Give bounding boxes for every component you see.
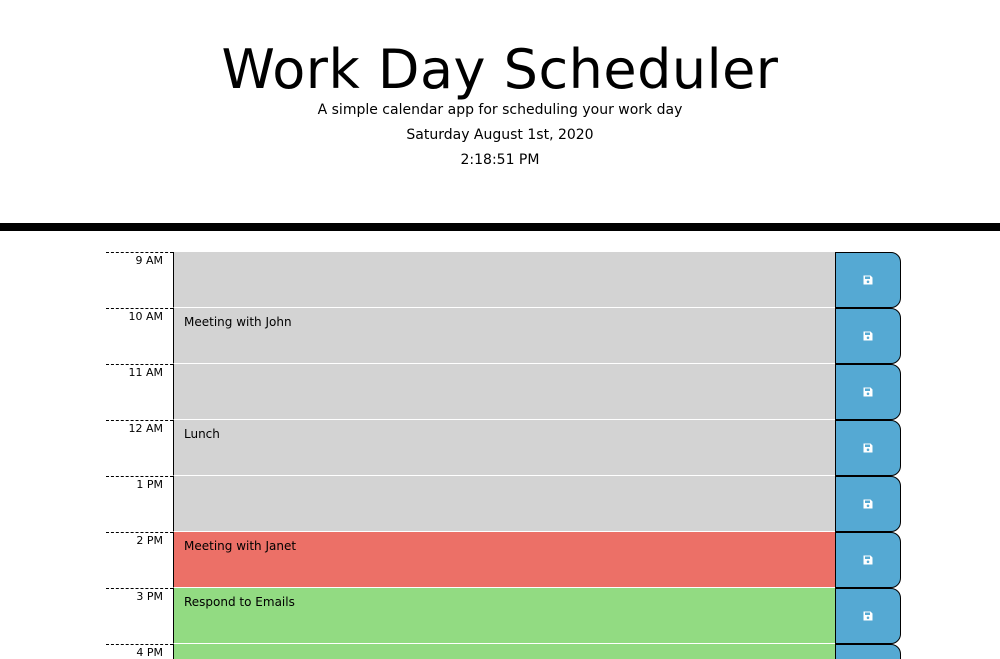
time-block (106, 252, 902, 308)
save-icon (863, 611, 873, 621)
time-block (106, 308, 902, 364)
save-button[interactable] (835, 532, 901, 588)
hour-label: 12 AM (106, 420, 173, 476)
hour-label: 1 PM (106, 476, 173, 532)
event-description[interactable]: Lunch (173, 420, 835, 476)
current-time: 2:18:51 PM (460, 152, 540, 168)
time-block (106, 588, 902, 644)
save-button[interactable] (835, 644, 901, 659)
hour-label: 2 PM (106, 532, 173, 588)
header (0, 0, 1000, 226)
hour-label: 3 PM (106, 588, 173, 644)
current-date: Saturday August 1st, 2020 (406, 127, 594, 143)
save-icon (863, 443, 873, 453)
save-icon (863, 555, 873, 565)
time-block (106, 532, 902, 588)
event-description[interactable]: Respond to Emails (173, 588, 835, 644)
time-block (106, 420, 902, 476)
save-button[interactable] (835, 308, 901, 364)
header-divider (0, 223, 1000, 231)
time-block (106, 364, 902, 420)
save-button[interactable] (835, 364, 901, 420)
hour-label: 11 AM (106, 364, 173, 420)
save-icon (863, 275, 873, 285)
save-button[interactable] (835, 252, 901, 308)
event-description[interactable] (173, 252, 835, 308)
save-button[interactable] (835, 420, 901, 476)
hour-label: 9 AM (106, 252, 173, 308)
page-title: Work Day Scheduler (221, 38, 779, 101)
hour-label: 4 PM (106, 644, 173, 659)
save-button[interactable] (835, 476, 901, 532)
event-description[interactable] (173, 364, 835, 420)
time-block (106, 476, 902, 532)
save-icon (863, 499, 873, 509)
save-button[interactable] (835, 588, 901, 644)
event-description[interactable] (173, 476, 835, 532)
event-description[interactable]: Meeting with John (173, 308, 835, 364)
hour-label: 10 AM (106, 308, 173, 364)
time-block (106, 644, 902, 659)
page-subtitle: A simple calendar app for scheduling your work day (317, 102, 683, 118)
schedule-container (106, 252, 902, 659)
event-description[interactable] (173, 644, 835, 659)
save-icon (863, 387, 873, 397)
event-description[interactable]: Meeting with Janet (173, 532, 835, 588)
save-icon (863, 331, 873, 341)
